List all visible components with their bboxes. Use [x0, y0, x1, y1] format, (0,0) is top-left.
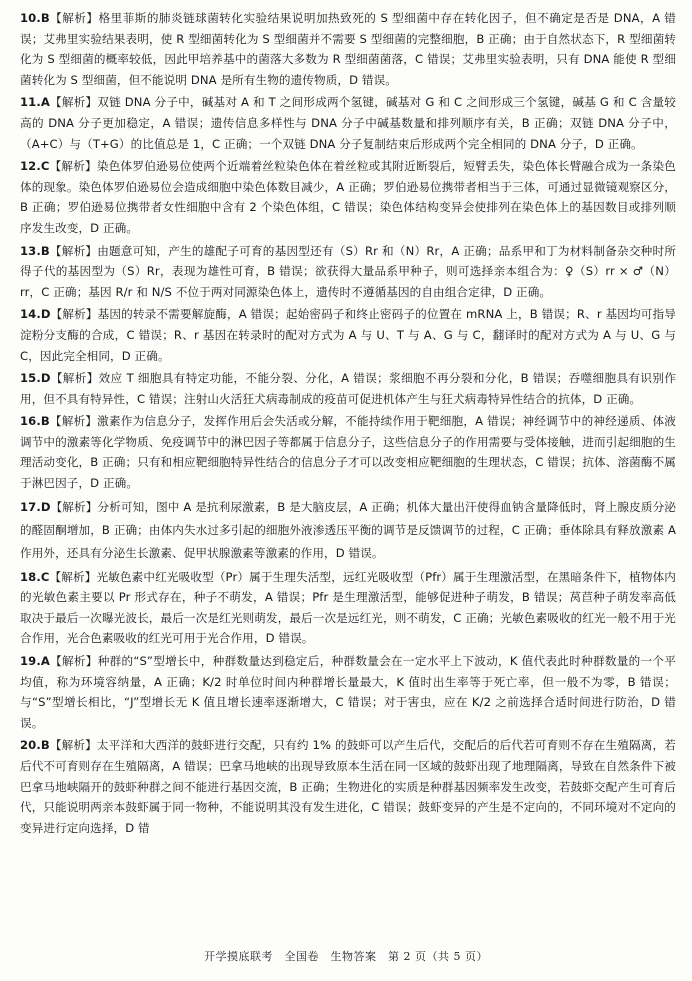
question-number: 16.B	[20, 414, 50, 429]
analysis-text: 分析可知，图中 A 是抗利尿激素，B 是大脑皮层，A 正确；机体大量出汗使得血钠含量降低时，肾上腺皮质分泌的醛固酮增加，B 正确；由体内失水过多引起的细胞外液渗透压平衡的调节是反馈调节的过程，C 正确；垂体除具有释放激素 A 作用外，还具有分泌生长激素、促甲状腺激素等激素的作用，D 错误。	[20, 499, 676, 560]
analysis-text: 激素作为信息分子，发挥作用后会失活或分解，不能持续作用于靶细胞，A 错误；神经调节中的神经递质、体液调节中的激素等化学物质、免疫调节中的淋巴因子等都属于信息分子，这些信息分子的作用需要与受体接触，进而引起细胞的生理活动变化，B 正确；只有和相应靶细胞特异性结合的信息分子才可以改变相应靶细胞的生理状态，C 错误；抗体、溶菌酶不属于淋巴因子，D 正确。	[20, 414, 676, 491]
analysis-tag: 【解析】	[49, 414, 98, 429]
question-number: 10.B	[20, 11, 50, 25]
analysis-text: 由题意可知，产生的雄配子可育的基因型还有（S）Rr 和（N）Rr，A 正确；品系甲和丁为材料制备杂交种时所得子代的基因型为（S）Rr，表现为雄性可育，B 错误；欲获得大量品系甲种子，则可选择亲本组合为：♀（S）rr × ♂（N）rr，C 正确；基因 R/r 和 N/S 不位于两对同源染色体上，遗传时不遵循基因的自由组合定律，D 正确。	[20, 243, 677, 299]
analysis-tag: 【解析】	[49, 654, 98, 669]
analysis-text: 光敏色素中红光吸收型（Pr）属于生理失活型，远红光吸收型（Pfr）属于生理激活型，在黑暗条件下，植物体内的光敏色素主要以 Pr 形式存在，种子不萌发，A 错误；Pfr 是生理激活型，能够促进种子萌发，B 错误；莴苣种子萌发率高低取决于最后一次曝光波长，最后一次是红光则萌发，最后一次是远红光，则不萌发，C 正确；光敏色素吸收的红光一般不用于光合作用，光合色素吸收的红光可用于光合作用，D 错误。	[20, 569, 676, 646]
answer-item	[20, 651, 676, 733]
question-number: 15.D	[20, 371, 51, 386]
answer-item	[20, 411, 676, 493]
question-number: 19.A	[20, 654, 50, 669]
analysis-text: 效应 T 细胞具有特定功能，不能分裂、分化，A 错误；浆细胞不再分裂和分化，B 错误；吞噬细胞具有识别作用，但不具有特异性，C 错误；注射山火活狂犬病毒制成的疫苗可促进机体产生与狂犬病毒特异性结合的抗体，D 正确。	[20, 371, 676, 406]
question-number: 12.C	[20, 159, 50, 174]
question-number: 20.B	[20, 738, 50, 753]
analysis-tag: 【解析】	[49, 95, 98, 110]
analysis-tag: 【解析】	[50, 371, 99, 386]
analysis-text: 双链 DNA 分子中，碱基对 A 和 T 之间形成两个氢键，碱基对 G 和 C 之间形成三个氢键，碱基 G 和 C 含量较高的 DNA 分子更加稳定，A 错误；遗传信息多样性与 DNA 分子中碱基数量和排列顺序有关，B 正确；双链 DNA 分子中，（A+C）与（T+G）的比值总是 1，C 正确；一个双链 DNA 分子复制结束后形成两个完全相同的 DNA 分子，D 正确。	[20, 95, 676, 151]
question-number: 17.D	[20, 499, 51, 514]
analysis-text: 染色体罗伯逊易位使两个近端着丝粒染色体在着丝粒或其附近断裂后，短臂丢失，染色体长臂融合成为一条染色体的现象。染色体罗伯逊易位会造成细胞中染色体数目减少，A 正确；罗伯逊易位携带者相当于三体，可通过显微镜观察区分，B 正确；罗伯逊易位携带者女性细胞中含有 2 个染色体组，C 错误；染色体结构变异会使排列在染色体上的基因数目或排列顺序发生改变，D 正确。	[20, 159, 676, 235]
analysis-tag: 【解析】	[49, 11, 99, 25]
analysis-tag: 【解析】	[49, 569, 97, 584]
answer-item	[20, 92, 676, 154]
question-number: 13.B	[20, 243, 50, 258]
question-number: 11.A	[20, 95, 50, 110]
analysis-text: 格里菲斯的肺炎链球菌转化实验结果说明加热致死的 S 型细菌中存在转化因子，但不确定是否是 DNA，A 错误；艾弗里实验结果表明，使 R 型细菌转化为 S 型细菌并不需要 S 型细菌的完整细胞，B 正确；由于自然状态下，R 型细菌转化为 S 型细菌的概率较低，因此甲培养基中的菌落大多数为 R 型细菌菌落，C 错误；艾弗里实验表明，只有 DNA 能使 R 型细菌转化为 S 型细菌，但不能说明 DNA 是所有生物的遗传物质，D 错误。	[20, 11, 676, 87]
answer-item	[20, 567, 676, 649]
answer-item	[20, 496, 676, 565]
analysis-tag: 【解析】	[50, 307, 98, 322]
answer-item	[20, 368, 676, 409]
question-number: 18.C	[20, 569, 50, 584]
answer-item	[20, 156, 676, 238]
question-number: 14.D	[20, 307, 51, 322]
answer-list	[20, 8, 676, 840]
answer-item	[20, 304, 676, 366]
analysis-tag: 【解析】	[50, 499, 98, 514]
analysis-tag: 【解析】	[49, 243, 98, 258]
analysis-tag: 【解析】	[49, 738, 97, 753]
answer-item	[20, 735, 676, 838]
analysis-text: 种群的“S”型增长中，种群数量达到稳定后，种群数量会在一定水平上下波动，K 值代表此时种群数量的一个平均值，称为环境容纳量，A 正确；K/2 时单位时间内种群增长量最大，K 值时出生率等于死亡率，但一般不为零，B 错误；与“S”型增长相比，“J”型增长无 K 值且增长速率逐渐增大，C 错误；对于害虫，应在 K/2 之前选择合适时间进行防治，D 错误。	[20, 654, 676, 730]
analysis-text: 基因的转录不需要解旋酶，A 错误；起始密码子和终止密码子的位置在 mRNA 上，B 错误；R、r 基因均可指导淀粉分支酶的合成，C 错误；R、r 基因在转录时的配对方式为 A 与 U、T 与 A、G 与 C，翻译时的配对方式为 A 与 U、G 与 C，因此完全相同，D 正确。	[20, 307, 677, 363]
page-footer: 开学摸底联考 全国卷 生物答案 第 2 页（共 5 页）	[204, 950, 488, 963]
answer-item	[20, 8, 676, 90]
answer-item	[20, 241, 676, 303]
analysis-text: 太平洋和大西洋的鼓虾进行交配，只有约 1% 的鼓虾可以产生后代，交配后的后代若可育则不存在生殖隔离，若后代不可育则存在生殖隔离，A 错误；巴拿马地峡的出现导致原本生活在同一区域的鼓虾出现了地理隔离，导致在自然条件下被巴拿马地峡隔开的鼓虾种群之间不能进行基因交流，B 正确；生物进化的实质是种群基因频率发生改变，若鼓虾交配产生可育后代，只能说明两亲本鼓虾属于同一物种，不能说明其没有发生进化，C 错误；鼓虾变异的产生是不定向的，不同环境对不定向的变异进行定向选择，D 错	[20, 738, 676, 835]
analysis-tag: 【解析】	[49, 159, 97, 174]
